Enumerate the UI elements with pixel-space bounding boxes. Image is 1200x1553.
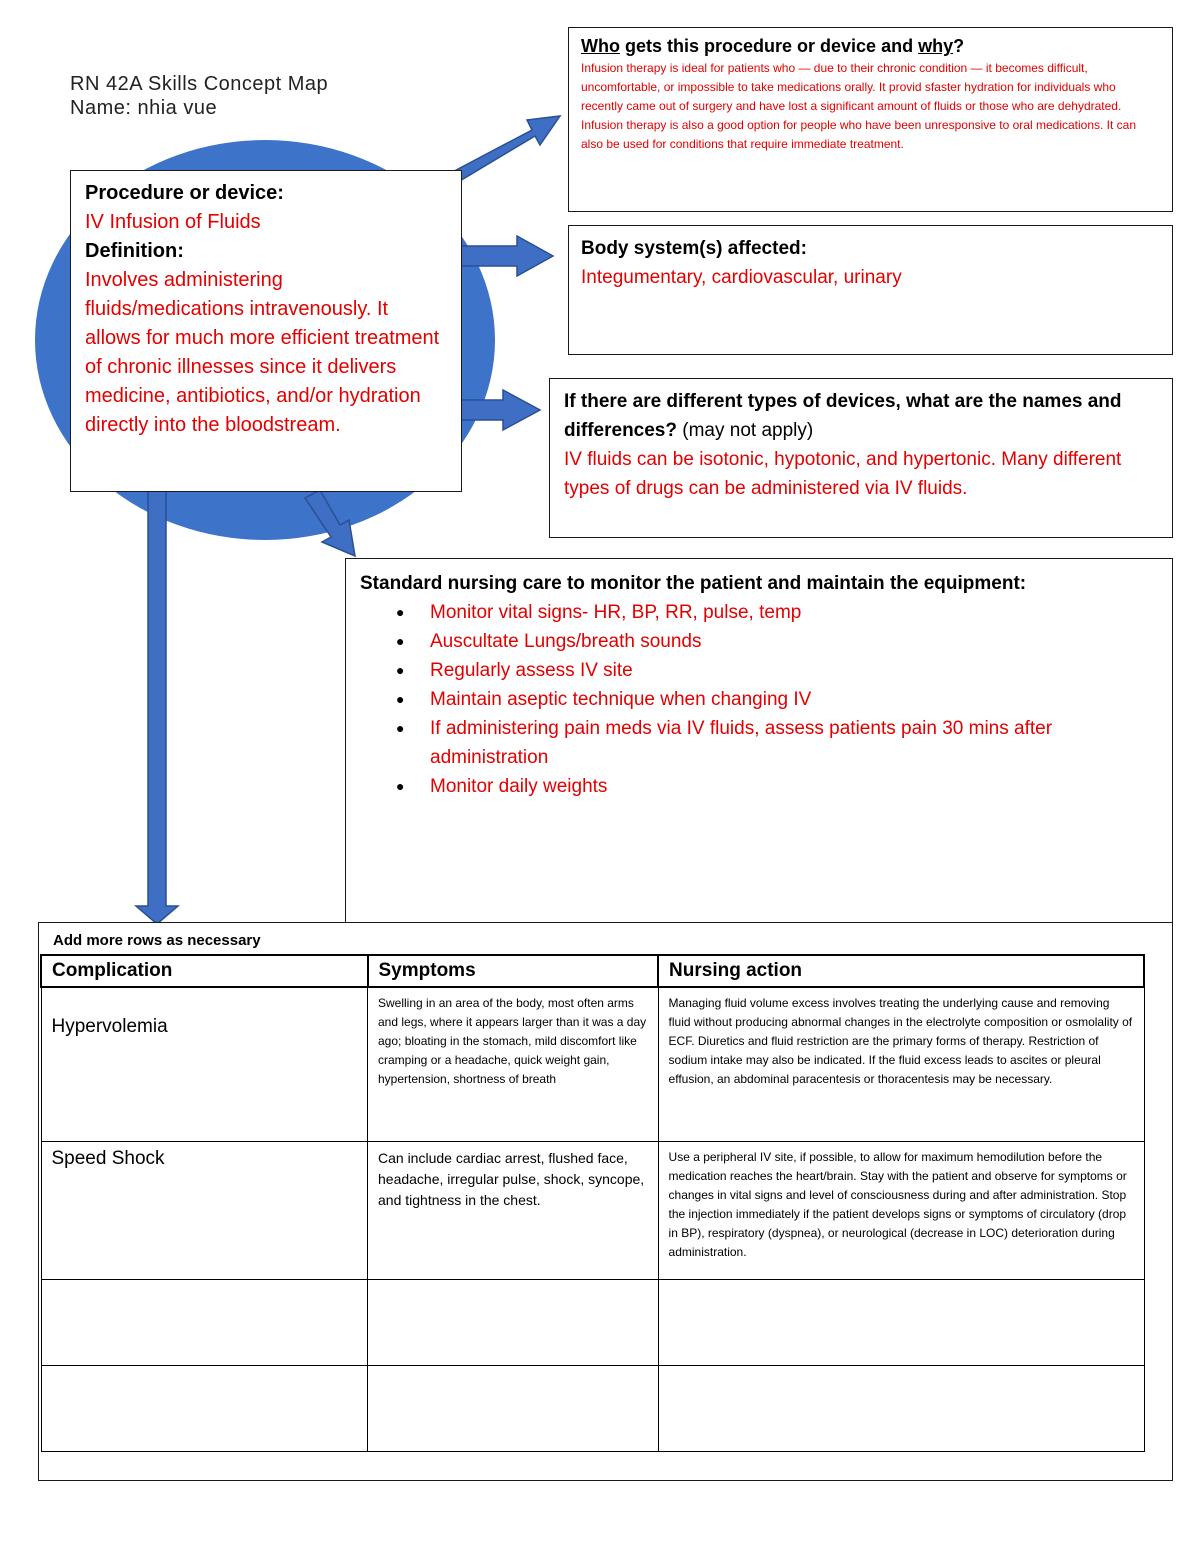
symptoms-cell: Swelling in an area of the body, most often arms and legs, where it appears larger than it was a day ago; bloating in the stomach, mild discomfort like cramping or a headache, quick weight gain, hypertension, shortness of breath [368,987,659,1141]
complication-cell: Hypervolemia [41,987,368,1141]
device-types-box [549,378,1173,538]
who-heading-why: why [918,36,954,56]
device-types-heading [564,387,1158,445]
types-heading-note: (may not apply) [676,420,814,441]
student-name: Name: nhia vue [70,97,218,119]
table-row [41,1279,1144,1365]
definition-text: Involves administering fluids/medications intravenously. It allows for much more efficient treatment of chronic illnesses since it delivers medicine, antibiotics, and/or hydration directly into the bloodstream. [85,269,440,436]
add-rows-note: Add more rows as necessary [53,932,261,949]
document-title: RN 42A Skills Concept Map [70,73,329,95]
nursing-care-heading: Standard nursing care to monitor the patient and maintain the equipment: [360,573,1027,594]
types-heading-text: If there are different types of devices, what are the names and differences? [564,391,1122,441]
table-row [41,1365,1144,1451]
complication-cell [41,1365,368,1451]
body-system-value: Integumentary, cardiovascular, urinary [581,267,902,288]
definition-label: Definition: [85,240,184,262]
list-item: ● If administering pain meds via IV fluids, assess patients pain 30 mins after administration [430,714,1158,772]
action-cell [658,1279,1144,1365]
column-header: Nursing action [658,955,1144,987]
action-cell: Managing fluid volume excess involves treating the underlying cause and removing fluid without producing abnormal changes in the electrolyte composition or osmolality of ECF. Diuretics and fluid restriction are the primary forms of therapy. Restriction of sodium intake may also be indicated. If the fluid excess leads to ascites or pleural effusion, an abdominal paracentesis or thoracentesis may be necessary. [658,987,1144,1141]
list-item: ● Regularly assess IV site [430,656,1158,685]
list-item: ● Maintain aseptic technique when changing IV [430,685,1158,714]
column-header: Symptoms [368,955,659,987]
who-text: Infusion therapy is ideal for patients who — due to their chronic condition — it becomes difficult, uncomfortable, or impossible to take medications orally. It provid sfaster hydration for individuals who recently came out of surgery and have lost a significant amount of fluids or those who are dehydrated. Infusion therapy is also a good option for people who have been unresponsive to oral medications. It can also be used for conditions that require immediate treatment. [581,61,1137,151]
procedure-label: Procedure or device: [85,182,284,204]
body-system-heading: Body system(s) affected: [581,238,807,259]
symptoms-cell [368,1279,659,1365]
body-system-box [568,225,1173,355]
nursing-care-box [345,558,1173,924]
table-row [41,1141,1144,1279]
table-row [41,987,1144,1141]
device-types-value: IV fluids can be isotonic, hypotonic, and hypertonic. Many different types of drugs can be administered via IV fluids. [564,449,1122,499]
complication-cell: Speed Shock [41,1141,368,1279]
nursing-care-list [360,598,1158,801]
procedure-value: IV Infusion of Fluids [85,211,261,233]
list-item: ● Monitor daily weights [430,772,1158,801]
column-header: Complication [41,955,368,987]
who-box [568,27,1173,212]
action-cell: Use a peripheral IV site, if possible, to allow for maximum hemodilution before the medication reaches the heart/brain. Stay with the patient and observe for symptoms or changes in vital signs and level of consciousness during and after administration. Stop the injection immediately if the patient develops signs or symptoms of circulatory (drop in BP), respiratory (dyspnea), or neurological (decrease in LOC) deterioration during administration. [658,1141,1144,1279]
who-heading [581,36,1160,57]
symptoms-cell: Can include cardiac arrest, flushed face, headache, irregular pulse, shock, syncope, and tightness in the chest. [368,1141,659,1279]
who-heading-end: ? [953,36,965,56]
who-heading-who: Who [581,36,620,56]
complication-cell [41,1279,368,1365]
procedure-box [70,170,462,492]
list-item: ● Auscultate Lungs/breath sounds [430,627,1158,656]
arrow-to-table [136,470,178,924]
arrow-to-body-system [448,236,553,276]
who-heading-mid: gets this procedure or device and [619,36,919,56]
complications-table [40,954,1145,1452]
list-item: ● Monitor vital signs- HR, BP, RR, pulse, temp [430,598,1158,627]
action-cell [658,1365,1144,1451]
symptoms-cell [368,1365,659,1451]
arrow-to-care [305,490,355,556]
table-header-row [41,955,1144,987]
